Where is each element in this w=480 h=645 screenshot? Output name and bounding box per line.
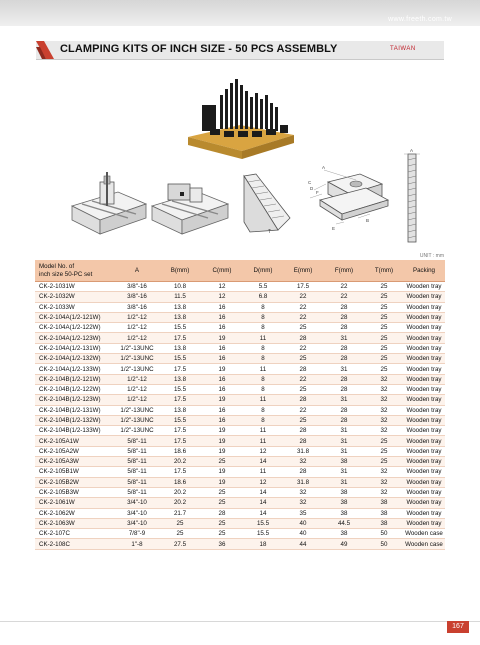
cell-packing: Wooden tray <box>403 354 445 364</box>
cell-packing: Wooden tray <box>403 508 445 518</box>
cell-c: 19 <box>201 436 243 446</box>
table-row <box>35 292 445 302</box>
table-row <box>35 395 445 405</box>
cell-t: 32 <box>365 374 403 384</box>
cell-c: 19 <box>201 395 243 405</box>
table-row <box>35 405 445 415</box>
cell-b: 15.5 <box>159 384 201 394</box>
cell-f: 49 <box>323 539 365 549</box>
cell-packing: Wooden case <box>403 539 445 549</box>
table-row <box>35 323 445 333</box>
cell-packing: Wooden tray <box>403 446 445 456</box>
cell-f: 28 <box>323 374 365 384</box>
table-row <box>35 374 445 384</box>
cell-d: 8 <box>243 302 283 312</box>
cell-model: CK-2-104B(1/2-122W) <box>35 384 115 394</box>
cell-d: 18 <box>243 539 283 549</box>
cell-e: 31.8 <box>283 477 323 487</box>
cell-a: 3/4"-10 <box>115 498 159 508</box>
cell-a: 1"-8 <box>115 539 159 549</box>
model-header-line2: inch size 50-PC set <box>39 270 93 278</box>
cell-t: 25 <box>365 302 403 312</box>
cell-e: 25 <box>283 384 323 394</box>
dim-letter-d: D <box>310 186 314 191</box>
cell-b: 11.5 <box>159 292 201 302</box>
cell-model: CK-2-104B(1/2-121W) <box>35 374 115 384</box>
cell-a: 5/8"-11 <box>115 487 159 497</box>
cell-d: 8 <box>243 312 283 322</box>
dim-letter-f: F <box>316 190 319 195</box>
cell-f: 31 <box>323 395 365 405</box>
cell-c: 16 <box>201 302 243 312</box>
cell-c: 16 <box>201 354 243 364</box>
column-header-c: C(mm) <box>201 260 243 282</box>
cell-c: 36 <box>201 539 243 549</box>
cell-d: 11 <box>243 364 283 374</box>
cell-b: 13.8 <box>159 302 201 312</box>
cell-d: 6.8 <box>243 292 283 302</box>
cell-a: 1/2"-12 <box>115 374 159 384</box>
cell-f: 31 <box>323 436 365 446</box>
table-row <box>35 457 445 467</box>
cell-a: 3/4"-10 <box>115 518 159 528</box>
cell-model: CK-2-104A(1/2-131W) <box>35 343 115 353</box>
cell-t: 25 <box>365 446 403 456</box>
cell-c: 19 <box>201 446 243 456</box>
table-row <box>35 312 445 322</box>
cell-t: 32 <box>365 477 403 487</box>
clamp-setup-illustration-2 <box>150 170 230 240</box>
cell-d: 11 <box>243 467 283 477</box>
cell-t: 32 <box>365 487 403 497</box>
column-header-b: B(mm) <box>159 260 201 282</box>
cell-f: 22 <box>323 292 365 302</box>
cell-t: 25 <box>365 323 403 333</box>
page-number: 167 <box>447 621 469 633</box>
cell-f: 28 <box>323 312 365 322</box>
clamp-setup-illustration-1 <box>70 170 148 240</box>
cell-model: CK-2-105A1W <box>35 436 115 446</box>
cell-t: 25 <box>365 364 403 374</box>
column-header-packing: Packing <box>403 260 445 282</box>
cell-d: 5.5 <box>243 282 283 292</box>
footer-rule <box>0 621 480 622</box>
cell-a: 1/2"-13UNC <box>115 405 159 415</box>
cell-model: CK-2-105B2W <box>35 477 115 487</box>
cell-e: 17.5 <box>283 282 323 292</box>
cell-model: CK-2-104B(1/2-132W) <box>35 415 115 425</box>
cell-f: 31 <box>323 446 365 456</box>
cell-c: 12 <box>201 282 243 292</box>
cell-f: 44.5 <box>323 518 365 528</box>
cell-f: 38 <box>323 529 365 539</box>
cell-d: 8 <box>243 343 283 353</box>
cell-t: 25 <box>365 457 403 467</box>
table-row <box>35 343 445 353</box>
cell-c: 19 <box>201 333 243 343</box>
cell-packing: Wooden tray <box>403 312 445 322</box>
cell-f: 38 <box>323 487 365 497</box>
cell-model: CK-2-104A(1/2-121W) <box>35 312 115 322</box>
table-row <box>35 467 445 477</box>
table-row <box>35 498 445 508</box>
table-row <box>35 508 445 518</box>
cell-b: 13.8 <box>159 312 201 322</box>
cell-model: CK-2-1033W <box>35 302 115 312</box>
cell-b: 15.5 <box>159 323 201 333</box>
cell-e: 28 <box>283 395 323 405</box>
cell-packing: Wooden tray <box>403 343 445 353</box>
threaded-stud-illustration <box>400 148 424 248</box>
cell-f: 28 <box>323 405 365 415</box>
cell-a: 7/8"-9 <box>115 529 159 539</box>
cell-f: 38 <box>323 508 365 518</box>
cell-packing: Wooden tray <box>403 364 445 374</box>
cell-a: 3/4"-10 <box>115 508 159 518</box>
cell-b: 13.8 <box>159 405 201 415</box>
cell-model: CK-2-1031W <box>35 282 115 292</box>
cell-b: 20.2 <box>159 498 201 508</box>
dim-letter-a: A <box>322 165 326 170</box>
table-row <box>35 333 445 343</box>
cell-packing: Wooden tray <box>403 374 445 384</box>
cell-model: CK-2-104A(1/2-123W) <box>35 333 115 343</box>
cell-c: 16 <box>201 374 243 384</box>
cell-t: 25 <box>365 282 403 292</box>
table-row <box>35 302 445 312</box>
cell-a: 1/2"-13UNC <box>115 415 159 425</box>
cell-e: 28 <box>283 364 323 374</box>
cell-d: 8 <box>243 323 283 333</box>
cell-a: 1/2"-12 <box>115 384 159 394</box>
cell-d: 15.5 <box>243 529 283 539</box>
cell-d: 14 <box>243 457 283 467</box>
cell-f: 28 <box>323 343 365 353</box>
cell-t: 32 <box>365 415 403 425</box>
cell-c: 12 <box>201 292 243 302</box>
cell-d: 11 <box>243 426 283 436</box>
cell-model: CK-2-105B1W <box>35 467 115 477</box>
cell-packing: Wooden tray <box>403 302 445 312</box>
cell-b: 17.5 <box>159 395 201 405</box>
cell-model: CK-2-104B(1/2-131W) <box>35 405 115 415</box>
table-row <box>35 364 445 374</box>
cell-e: 25 <box>283 323 323 333</box>
cell-b: 20.2 <box>159 487 201 497</box>
table-row <box>35 539 445 549</box>
cell-e: 32 <box>283 498 323 508</box>
cell-packing: Wooden tray <box>403 292 445 302</box>
cell-model: CK-2-104A(1/2-132W) <box>35 354 115 364</box>
cell-a: 3/8"-16 <box>115 282 159 292</box>
cell-packing: Wooden tray <box>403 498 445 508</box>
cell-b: 25 <box>159 518 201 528</box>
cell-e: 32 <box>283 487 323 497</box>
cell-c: 16 <box>201 312 243 322</box>
cell-e: 28 <box>283 467 323 477</box>
cell-f: 28 <box>323 415 365 425</box>
cell-c: 19 <box>201 467 243 477</box>
cell-a: 5/8"-11 <box>115 467 159 477</box>
cell-model: CK-2-107C <box>35 529 115 539</box>
table-row <box>35 436 445 446</box>
cell-e: 32 <box>283 457 323 467</box>
cell-b: 17.5 <box>159 436 201 446</box>
column-header-f: F(mm) <box>323 260 365 282</box>
cell-t: 25 <box>365 292 403 302</box>
cell-t: 25 <box>365 333 403 343</box>
cell-b: 10.8 <box>159 282 201 292</box>
cell-b: 13.8 <box>159 343 201 353</box>
cell-d: 14 <box>243 487 283 497</box>
cell-packing: Wooden tray <box>403 333 445 343</box>
cell-model: CK-2-1061W <box>35 498 115 508</box>
cell-d: 8 <box>243 405 283 415</box>
cell-c: 16 <box>201 323 243 333</box>
step-block-illustration <box>242 172 294 234</box>
cell-b: 20.2 <box>159 457 201 467</box>
cell-packing: Wooden tray <box>403 477 445 487</box>
cell-packing: Wooden tray <box>403 457 445 467</box>
cell-a: 1/2"-13UNC <box>115 364 159 374</box>
cell-f: 28 <box>323 384 365 394</box>
cell-d: 11 <box>243 436 283 446</box>
cell-c: 19 <box>201 426 243 436</box>
cell-e: 22 <box>283 405 323 415</box>
cell-packing: Wooden tray <box>403 395 445 405</box>
cell-f: 31 <box>323 426 365 436</box>
cell-a: 1/2"-12 <box>115 333 159 343</box>
cell-t: 50 <box>365 539 403 549</box>
cell-d: 12 <box>243 446 283 456</box>
cell-d: 8 <box>243 415 283 425</box>
cell-a: 1/2"-12 <box>115 312 159 322</box>
table-row <box>35 518 445 528</box>
column-header-e: E(mm) <box>283 260 323 282</box>
cell-t: 25 <box>365 312 403 322</box>
column-header-t: T(mm) <box>365 260 403 282</box>
cell-f: 31 <box>323 467 365 477</box>
cell-packing: Wooden tray <box>403 426 445 436</box>
cell-model: CK-2-104B(1/2-133W) <box>35 426 115 436</box>
table-row <box>35 415 445 425</box>
dim-letter-c: C <box>308 180 312 185</box>
cell-c: 25 <box>201 498 243 508</box>
cell-b: 21.7 <box>159 508 201 518</box>
column-header-model <box>35 260 115 282</box>
cell-a: 1/2"-12 <box>115 395 159 405</box>
cell-e: 28 <box>283 436 323 446</box>
cell-packing: Wooden tray <box>403 487 445 497</box>
cell-d: 8 <box>243 384 283 394</box>
cell-b: 17.5 <box>159 364 201 374</box>
cell-d: 14 <box>243 498 283 508</box>
table-header-row <box>35 260 445 282</box>
cell-t: 25 <box>365 436 403 446</box>
cell-t: 32 <box>365 405 403 415</box>
cell-packing: Wooden case <box>403 529 445 539</box>
cell-t: 32 <box>365 395 403 405</box>
cell-a: 3/8"-16 <box>115 292 159 302</box>
cell-e: 40 <box>283 529 323 539</box>
product-photo <box>180 75 300 165</box>
cell-e: 44 <box>283 539 323 549</box>
cell-b: 17.5 <box>159 467 201 477</box>
cell-c: 16 <box>201 415 243 425</box>
cell-a: 1/2"-13UNC <box>115 426 159 436</box>
cell-model: CK-2-104A(1/2-133W) <box>35 364 115 374</box>
dim-letter-e: E <box>332 226 336 231</box>
cell-c: 16 <box>201 343 243 353</box>
cell-c: 19 <box>201 477 243 487</box>
cell-d: 15.5 <box>243 518 283 528</box>
title-marker-icon <box>36 41 54 59</box>
cell-t: 32 <box>365 384 403 394</box>
cell-t: 32 <box>365 426 403 436</box>
cell-a: 5/8"-11 <box>115 436 159 446</box>
cell-e: 28 <box>283 426 323 436</box>
table-row <box>35 446 445 456</box>
table-row <box>35 529 445 539</box>
cell-f: 38 <box>323 498 365 508</box>
cell-e: 22 <box>283 302 323 312</box>
cell-c: 16 <box>201 384 243 394</box>
cell-t: 38 <box>365 518 403 528</box>
cell-packing: Wooden tray <box>403 415 445 425</box>
cell-b: 27.5 <box>159 539 201 549</box>
cell-model: CK-2-104B(1/2-123W) <box>35 395 115 405</box>
cell-b: 17.5 <box>159 333 201 343</box>
cell-a: 1/2"-13UNC <box>115 354 159 364</box>
cell-f: 28 <box>323 323 365 333</box>
cell-model: CK-2-105B3W <box>35 487 115 497</box>
cell-c: 25 <box>201 518 243 528</box>
cell-packing: Wooden tray <box>403 323 445 333</box>
cell-c: 16 <box>201 405 243 415</box>
cell-e: 22 <box>283 312 323 322</box>
table-row <box>35 282 445 292</box>
cell-packing: Wooden tray <box>403 384 445 394</box>
cell-a: 3/8"-16 <box>115 302 159 312</box>
cell-model: CK-2-105A2W <box>35 446 115 456</box>
cell-t: 38 <box>365 508 403 518</box>
table-row <box>35 426 445 436</box>
cell-e: 35 <box>283 508 323 518</box>
dim-letter-t: T <box>268 229 272 234</box>
cell-e: 31.8 <box>283 446 323 456</box>
cell-b: 15.5 <box>159 354 201 364</box>
cell-a: 5/8"-11 <box>115 457 159 467</box>
cell-d: 12 <box>243 477 283 487</box>
cell-b: 13.8 <box>159 374 201 384</box>
cell-e: 22 <box>283 374 323 384</box>
cell-e: 25 <box>283 415 323 425</box>
cell-b: 18.6 <box>159 446 201 456</box>
cell-a: 5/8"-11 <box>115 477 159 487</box>
cell-packing: Wooden tray <box>403 436 445 446</box>
cell-c: 28 <box>201 508 243 518</box>
dim-letter-a-stud: A <box>410 148 414 153</box>
cell-f: 38 <box>323 457 365 467</box>
column-header-d: D(mm) <box>243 260 283 282</box>
cell-f: 28 <box>323 354 365 364</box>
specification-table <box>35 260 445 550</box>
cell-e: 40 <box>283 518 323 528</box>
cell-a: 5/8"-11 <box>115 446 159 456</box>
cell-t: 50 <box>365 529 403 539</box>
cell-model: CK-2-108C <box>35 539 115 549</box>
cell-b: 18.6 <box>159 477 201 487</box>
cell-c: 25 <box>201 457 243 467</box>
cell-a: 1/2"-12 <box>115 323 159 333</box>
cell-c: 25 <box>201 529 243 539</box>
table-row <box>35 487 445 497</box>
model-header-line1: Model No. of <box>39 262 75 270</box>
cell-packing: Wooden tray <box>403 405 445 415</box>
cell-a: 1/2"-13UNC <box>115 343 159 353</box>
country-tag: TAIWAN <box>390 46 416 52</box>
cell-d: 11 <box>243 333 283 343</box>
cell-model: CK-2-105A3W <box>35 457 115 467</box>
t-slot-nut-dimension-drawing <box>300 160 392 244</box>
cell-model: CK-2-1062W <box>35 508 115 518</box>
cell-packing: Wooden tray <box>403 467 445 477</box>
cell-f: 31 <box>323 333 365 343</box>
cell-f: 31 <box>323 477 365 487</box>
column-header-a: A <box>115 260 159 282</box>
cell-c: 19 <box>201 364 243 374</box>
cell-b: 15.5 <box>159 415 201 425</box>
cell-f: 31 <box>323 364 365 374</box>
cell-d: 8 <box>243 354 283 364</box>
page-title: CLAMPING KITS OF INCH SIZE - 50 PCS ASSEMBLY <box>60 43 338 55</box>
cell-e: 28 <box>283 333 323 343</box>
cell-model: CK-2-1063W <box>35 518 115 528</box>
table-row <box>35 384 445 394</box>
cell-model: CK-2-104A(1/2-122W) <box>35 323 115 333</box>
cell-e: 25 <box>283 354 323 364</box>
cell-t: 38 <box>365 498 403 508</box>
cell-packing: Wooden tray <box>403 518 445 528</box>
cell-d: 11 <box>243 395 283 405</box>
table-row <box>35 477 445 487</box>
cell-f: 22 <box>323 282 365 292</box>
unit-note: UNIT : mm <box>419 253 444 259</box>
cell-model: CK-2-1032W <box>35 292 115 302</box>
cell-e: 22 <box>283 292 323 302</box>
dim-letter-b: B <box>366 218 370 223</box>
cell-c: 25 <box>201 487 243 497</box>
cell-t: 25 <box>365 343 403 353</box>
cell-t: 32 <box>365 467 403 477</box>
cell-b: 17.5 <box>159 426 201 436</box>
cell-d: 8 <box>243 374 283 384</box>
cell-d: 14 <box>243 508 283 518</box>
cell-e: 22 <box>283 343 323 353</box>
cell-f: 28 <box>323 302 365 312</box>
cell-b: 25 <box>159 529 201 539</box>
cell-packing: Wooden tray <box>403 282 445 292</box>
website-url[interactable]: www.freeth.com.tw <box>388 16 452 23</box>
table-row <box>35 354 445 364</box>
cell-t: 25 <box>365 354 403 364</box>
